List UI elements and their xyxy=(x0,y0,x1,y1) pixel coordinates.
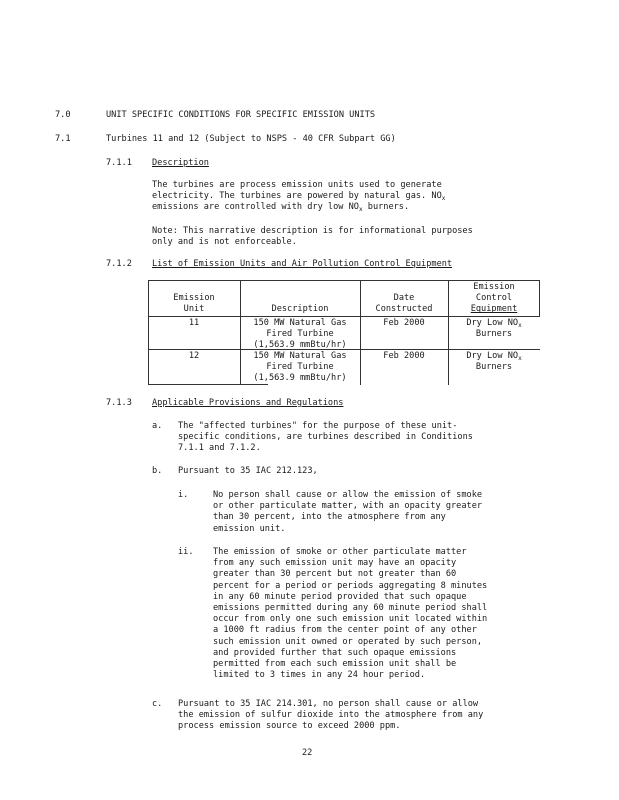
item-b-ii-paragraph: The emission of smoke or other particulate matter from any such emission unit may have an opacity greater than 30 percent but not greater than 60 percent for a period or periods aggregating 8 minutes in any 60 minute period provided that such opaque emissions permitted during any 60 minute period shall occur from only one such emission unit located within a 1000 ft radius from the center point of any other such emission unit owned or operated by such person, and provided further that such opaque emissions permitted from each such emission unit shall be limited to 3 times in any 24 hour period. xyxy=(213,547,488,681)
item-b-i-paragraph: No person shall cause or allow the emission of smoke or other particulate matter, with an opacity greater than 30 percent, into the atmosphere from any emission unit. xyxy=(213,490,483,534)
item-b-label: b. xyxy=(152,466,163,476)
table-row-2-description: 150 MW Natural Gas Fired Turbine (1,563.9 mmBtu/hr) xyxy=(253,351,347,384)
header-emission-unit: Emission Unit xyxy=(173,293,215,315)
table-row-2-control: Dry Low $NO_x$ Burners xyxy=(466,351,522,373)
header-control-equipment: Emission Control Equipment xyxy=(470,282,518,315)
item-a-label: a. xyxy=(152,421,163,431)
header-description: Description xyxy=(271,304,329,314)
note-paragraph xyxy=(152,226,473,248)
subsection-number: 7.1 xyxy=(55,134,71,144)
item-b-ii-label: ii. xyxy=(178,547,194,557)
description-paragraph xyxy=(152,180,445,214)
emission-units-table xyxy=(148,280,540,385)
table-row-1-control: Dry Low $NO_x$ Burners xyxy=(466,318,522,340)
note-line: only and is not enforceable. xyxy=(152,237,297,248)
item-a-paragraph: The "affected turbines" for the purpose of these unit- specific conditions, are turbines described in Conditions 7.1.1 and 7.1.2. xyxy=(178,421,473,454)
page-number: 22 xyxy=(302,748,313,758)
equipment-list-heading: List of Emission Units and Air Pollution Control Equipment xyxy=(152,259,453,269)
table-row-2-date: Feb 2000 xyxy=(383,351,425,361)
description-line: emissions are controlled with dry low $NO_x$ burners. xyxy=(152,202,410,214)
provisions-number: 7.1.3 xyxy=(106,398,132,408)
provisions-heading: Applicable Provisions and Regulations xyxy=(152,398,344,408)
table-row-1-unit: 11 xyxy=(188,318,200,328)
description-line: The turbines are process emission units used to generate xyxy=(152,180,442,190)
section-number: 7.0 xyxy=(55,110,71,120)
equipment-list-number: 7.1.2 xyxy=(106,259,132,269)
table-row-2-unit: 12 xyxy=(188,351,200,361)
item-c-paragraph: Pursuant to 35 IAC 214.301, no person shall cause or allow the emission of sulfur dioxide into the atmosphere from any process emission source to exceed 2000 ppm. xyxy=(178,699,484,732)
description-heading: Description xyxy=(152,158,209,168)
description-number: 7.1.1 xyxy=(106,158,132,168)
subsection-title: Turbines 11 and 12 (Subject to NSPS - 40 CFR Subpart GG) xyxy=(106,134,396,144)
note-line: Note: This narrative description is for informational purposes xyxy=(152,226,473,236)
table-row-1-description: 150 MW Natural Gas Fired Turbine (1,563.9 mmBtu/hr) xyxy=(253,318,347,351)
table-header-rule xyxy=(148,316,540,317)
section-title: UNIT SPECIFIC CONDITIONS FOR SPECIFIC EMISSION UNITS xyxy=(106,110,376,120)
table-row-1-date: Feb 2000 xyxy=(383,318,425,328)
item-b-text: Pursuant to 35 IAC 212.123, xyxy=(178,466,318,476)
description-line: electricity. The turbines are powered by natural gas. $NO_x$ xyxy=(152,191,446,203)
table-top-rule xyxy=(148,280,540,281)
item-c-label: c. xyxy=(152,699,163,709)
header-date-constructed: Date Constructed xyxy=(375,293,433,315)
item-b-i-label: i. xyxy=(178,490,189,500)
